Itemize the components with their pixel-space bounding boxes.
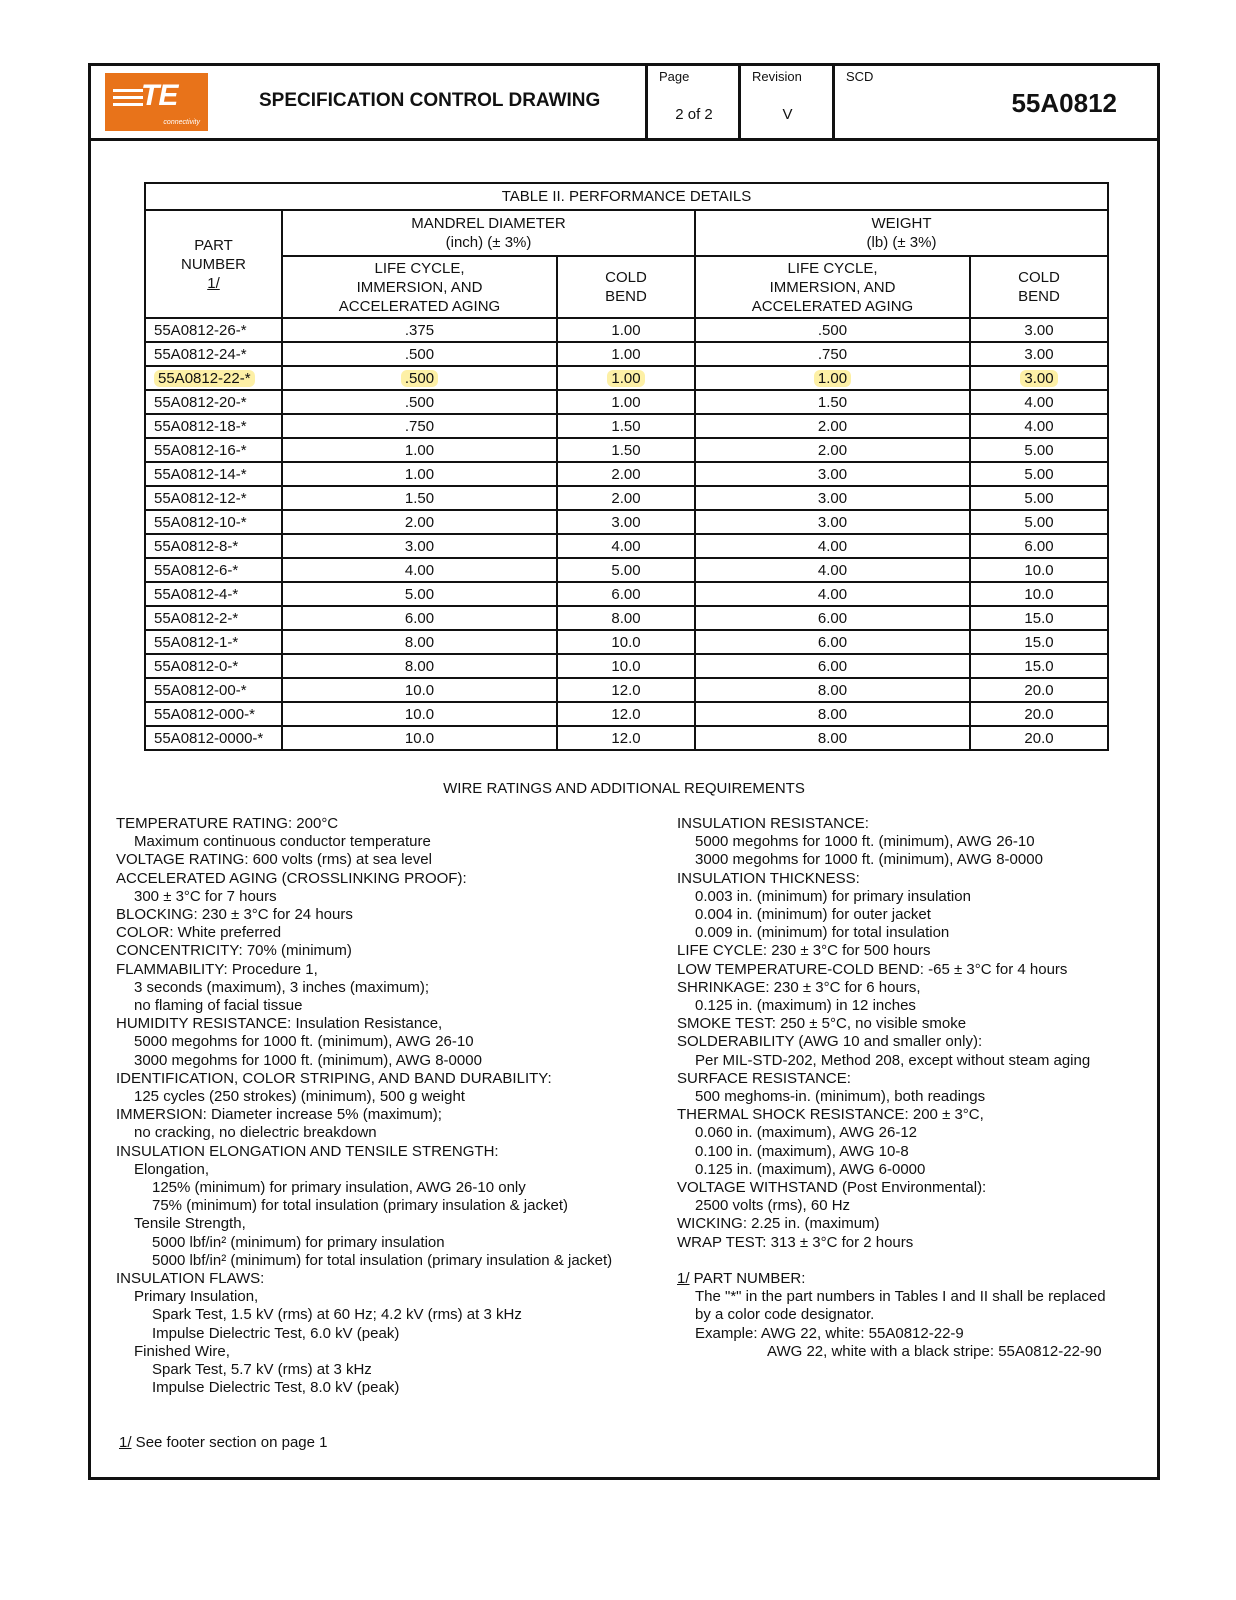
rating-line: Finished Wire, <box>134 1342 230 1360</box>
performance-table <box>144 182 1109 751</box>
rating-line: WICKING: 2.25 in. (maximum) <box>677 1215 880 1233</box>
cell-w-cold: 5.00 <box>970 462 1108 486</box>
table-row <box>145 462 1108 486</box>
cell-w-cold: 10.0 <box>970 558 1108 582</box>
logo-text: TE <box>141 79 178 112</box>
cell-m-cold: 3.00 <box>557 510 695 534</box>
cell-pn: 55A0812-18-* <box>145 414 282 438</box>
te-logo <box>105 73 208 131</box>
weight-life-header: LIFE CYCLE, IMMERSION, AND ACCELERATED AGING <box>695 256 970 318</box>
cell-w-life: .750 <box>695 342 970 366</box>
weight-header: WEIGHT (lb) (± 3%) <box>695 210 1108 256</box>
cell-pn: 55A0812-2-* <box>145 606 282 630</box>
cell-m-life: 8.00 <box>282 654 557 678</box>
scd-cell <box>832 66 1157 138</box>
rating-line: The "*" in the part numbers in Tables I and II shall be replaced <box>695 1288 1106 1306</box>
cell-w-life: 8.00 <box>695 678 970 702</box>
rating-line: FLAMMABILITY: Procedure 1, <box>116 960 318 978</box>
table-row <box>145 630 1108 654</box>
rating-line: 5000 megohms for 1000 ft. (minimum), AWG 26-10 <box>134 1033 474 1051</box>
rating-line: VOLTAGE RATING: 600 volts (rms) at sea level <box>116 851 432 869</box>
cell-pn: 55A0812-24-* <box>145 342 282 366</box>
table-row <box>145 486 1108 510</box>
cell-pn: 55A0812-4-* <box>145 582 282 606</box>
cell-w-life: .500 <box>695 318 970 342</box>
rating-line: 75% (minimum) for total insulation (primary insulation & jacket) <box>152 1197 568 1215</box>
cell-w-life: 4.00 <box>695 582 970 606</box>
rating-line: Elongation, <box>134 1160 210 1178</box>
cell-pn: 55A0812-12-* <box>145 486 282 510</box>
cell-m-cold: 1.00 <box>557 390 695 414</box>
cell-w-life: 2.00 <box>695 438 970 462</box>
revision-value: V <box>782 106 793 123</box>
cell-m-life: 4.00 <box>282 558 557 582</box>
revision-cell <box>738 66 834 138</box>
cell-pn: 55A0812-1-* <box>145 630 282 654</box>
performance-table-body <box>145 318 1108 750</box>
table-row <box>145 726 1108 750</box>
cell-m-life: 2.00 <box>282 510 557 534</box>
cell-w-life: 2.00 <box>695 414 970 438</box>
cell-m-life: 1.00 <box>282 438 557 462</box>
cell-m-life: .500 <box>282 366 557 390</box>
revision-label: Revision <box>752 69 802 84</box>
table-row <box>145 582 1108 606</box>
cell-w-cold: 15.0 <box>970 606 1108 630</box>
cell-pn: 55A0812-00-* <box>145 678 282 702</box>
rating-line: BLOCKING: 230 ± 3°C for 24 hours <box>116 906 353 924</box>
rating-line: 3000 megohms for 1000 ft. (minimum), AWG 8-0000 <box>695 851 1043 869</box>
rating-line: AWG 22, white with a black stripe: 55A0812-22-90 <box>767 1342 1102 1360</box>
logo-stripes-icon <box>113 89 143 110</box>
rating-line: 5000 lbf/in² (minimum) for primary insulation <box>152 1233 445 1251</box>
rating-line: LOW TEMPERATURE-COLD BEND: -65 ± 3°C for 4 hours <box>677 960 1068 978</box>
cell-w-cold: 15.0 <box>970 654 1108 678</box>
rating-line: Per MIL-STD-202, Method 208, except without steam aging <box>695 1051 1091 1069</box>
table-row <box>145 558 1108 582</box>
cell-m-life: 5.00 <box>282 582 557 606</box>
rating-line: by a color code designator. <box>695 1306 875 1324</box>
cell-pn: 55A0812-8-* <box>145 534 282 558</box>
cell-m-cold: 6.00 <box>557 582 695 606</box>
rating-line: HUMIDITY RESISTANCE: Insulation Resistance, <box>116 1015 443 1033</box>
cell-w-life: 6.00 <box>695 606 970 630</box>
page-title: SPECIFICATION CONTROL DRAWING <box>259 90 601 111</box>
table-row <box>145 510 1108 534</box>
rating-line: 500 meghoms-in. (minimum), both readings <box>695 1088 986 1106</box>
cell-m-life: 10.0 <box>282 726 557 750</box>
rating-line: 5000 megohms for 1000 ft. (minimum), AWG 26-10 <box>695 833 1035 851</box>
table-row <box>145 390 1108 414</box>
scd-label: SCD <box>846 69 874 84</box>
cell-w-cold: 4.00 <box>970 390 1108 414</box>
cell-m-cold: 8.00 <box>557 606 695 630</box>
rating-line: 0.004 in. (minimum) for outer jacket <box>695 906 931 924</box>
page-value: 2 of 2 <box>675 106 713 123</box>
cell-m-life: 10.0 <box>282 702 557 726</box>
rating-line: 300 ± 3°C for 7 hours <box>134 887 277 905</box>
rating-line: ACCELERATED AGING (CROSSLINKING PROOF): <box>116 869 467 887</box>
rating-line: INSULATION THICKNESS: <box>677 869 860 887</box>
part-number-header: PART NUMBER 1/ <box>145 210 282 318</box>
rating-line: SOLDERABILITY (AWG 10 and smaller only): <box>677 1033 983 1051</box>
cell-pn: 55A0812-20-* <box>145 390 282 414</box>
ratings-left-column <box>116 815 612 1398</box>
cell-m-cold: 1.00 <box>557 366 695 390</box>
cell-w-life: 4.00 <box>695 534 970 558</box>
mandrel-life-header: LIFE CYCLE, IMMERSION, AND ACCELERATED AGING <box>282 256 557 318</box>
cell-w-cold: 5.00 <box>970 438 1108 462</box>
rating-line: LIFE CYCLE: 230 ± 3°C for 500 hours <box>677 942 931 960</box>
rating-line: Impulse Dielectric Test, 6.0 kV (peak) <box>152 1324 400 1342</box>
rating-line: 2500 volts (rms), 60 Hz <box>695 1197 851 1215</box>
table-row <box>145 654 1108 678</box>
cell-w-cold: 3.00 <box>970 318 1108 342</box>
rating-line: no cracking, no dielectric breakdown <box>134 1124 377 1142</box>
rating-line: SMOKE TEST: 250 ± 5°C, no visible smoke <box>677 1015 967 1033</box>
rating-line: TEMPERATURE RATING: 200°C <box>116 815 339 832</box>
rating-line: 0.125 in. (maximum), AWG 6-0000 <box>695 1160 926 1178</box>
table-row <box>145 318 1108 342</box>
mandrel-cold-header: COLD BEND <box>557 256 695 318</box>
cell-w-cold: 5.00 <box>970 510 1108 534</box>
cell-m-life: 1.00 <box>282 462 557 486</box>
cell-m-life: 8.00 <box>282 630 557 654</box>
rating-line: IMMERSION: Diameter increase 5% (maximum); <box>116 1106 442 1124</box>
rating-line: 0.003 in. (minimum) for primary insulation <box>695 887 971 905</box>
cell-w-life: 3.00 <box>695 486 970 510</box>
table-row <box>145 366 1108 390</box>
cell-m-cold: 12.0 <box>557 726 695 750</box>
cell-m-life: 1.50 <box>282 486 557 510</box>
table-row <box>145 702 1108 726</box>
cell-w-life: 6.00 <box>695 630 970 654</box>
cell-m-life: 3.00 <box>282 534 557 558</box>
table-row <box>145 342 1108 366</box>
scd-number: 55A0812 <box>1011 88 1117 118</box>
cell-w-life: 8.00 <box>695 726 970 750</box>
rating-line <box>677 1252 1106 1270</box>
cell-m-life: .500 <box>282 390 557 414</box>
table-row <box>145 678 1108 702</box>
cell-m-cold: 1.00 <box>557 342 695 366</box>
cell-m-cold: 10.0 <box>557 630 695 654</box>
cell-m-life: .500 <box>282 342 557 366</box>
cell-w-cold: 10.0 <box>970 582 1108 606</box>
ratings-title: WIRE RATINGS AND ADDITIONAL REQUIREMENTS <box>443 780 805 797</box>
rating-line: 3000 megohms for 1000 ft. (minimum), AWG 8-0000 <box>134 1051 482 1069</box>
ratings-right-column <box>677 815 1106 1361</box>
cell-pn: 55A0812-14-* <box>145 462 282 486</box>
cell-m-cold: 1.50 <box>557 438 695 462</box>
rating-line: 0.100 in. (maximum), AWG 10-8 <box>695 1142 909 1160</box>
rating-line: SHRINKAGE: 230 ± 3°C for 6 hours, <box>677 978 921 996</box>
cell-pn: 55A0812-22-* <box>145 366 282 390</box>
cell-w-cold: 4.00 <box>970 414 1108 438</box>
cell-w-life: 8.00 <box>695 702 970 726</box>
rating-line: Example: AWG 22, white: 55A0812-22-9 <box>695 1324 964 1342</box>
rating-line: INSULATION ELONGATION AND TENSILE STRENGTH: <box>116 1142 499 1160</box>
title-block <box>91 66 1157 141</box>
rating-line: Spark Test, 5.7 kV (rms) at 3 kHz <box>152 1361 372 1379</box>
cell-w-life: 1.50 <box>695 390 970 414</box>
rating-line: Impulse Dielectric Test, 8.0 kV (peak) <box>152 1379 400 1397</box>
cell-m-life: .750 <box>282 414 557 438</box>
cell-w-cold: 6.00 <box>970 534 1108 558</box>
cell-m-cold: 2.00 <box>557 486 695 510</box>
cell-w-cold: 3.00 <box>970 342 1108 366</box>
table-caption: TABLE II. PERFORMANCE DETAILS <box>145 183 1108 210</box>
rating-line: SURFACE RESISTANCE: <box>677 1069 851 1087</box>
cell-pn: 55A0812-16-* <box>145 438 282 462</box>
rating-line: 3 seconds (maximum), 3 inches (maximum); <box>134 978 430 996</box>
rating-line: THERMAL SHOCK RESISTANCE: 200 ± 3°C, <box>677 1106 984 1124</box>
cell-m-cold: 5.00 <box>557 558 695 582</box>
cell-m-cold: 1.00 <box>557 318 695 342</box>
cell-m-cold: 12.0 <box>557 678 695 702</box>
cell-m-cold: 10.0 <box>557 654 695 678</box>
rating-line: IDENTIFICATION, COLOR STRIPING, AND BAND DURABILITY: <box>116 1069 552 1087</box>
rating-line: Spark Test, 1.5 kV (rms) at 60 Hz; 4.2 kV (rms) at 3 kHz <box>152 1306 522 1324</box>
cell-m-cold: 2.00 <box>557 462 695 486</box>
cell-w-life: 4.00 <box>695 558 970 582</box>
cell-pn: 55A0812-0-* <box>145 654 282 678</box>
logo-subtext: connectivity <box>163 119 200 126</box>
rating-line: CONCENTRICITY: 70% (minimum) <box>116 942 352 960</box>
page-cell <box>645 66 740 138</box>
cell-w-cold: 15.0 <box>970 630 1108 654</box>
cell-w-life: 1.00 <box>695 366 970 390</box>
cell-m-life: .375 <box>282 318 557 342</box>
footnote: 1/ See footer section on page 1 <box>119 1434 328 1451</box>
rating-line: 1/ PART NUMBER: <box>677 1270 806 1288</box>
rating-line: INSULATION FLAWS: <box>116 1270 265 1288</box>
rating-line: 0.060 in. (maximum), AWG 26-12 <box>695 1124 918 1142</box>
cell-m-cold: 4.00 <box>557 534 695 558</box>
rating-line: COLOR: White preferred <box>116 924 282 942</box>
cell-pn: 55A0812-000-* <box>145 702 282 726</box>
cell-pn: 55A0812-26-* <box>145 318 282 342</box>
cell-w-cold: 5.00 <box>970 486 1108 510</box>
rating-line: no flaming of facial tissue <box>134 997 303 1015</box>
rating-line: Primary Insulation, <box>134 1288 259 1306</box>
cell-w-cold: 20.0 <box>970 702 1108 726</box>
cell-pn: 55A0812-0000-* <box>145 726 282 750</box>
rating-line: 0.125 in. (maximum) in 12 inches <box>695 997 916 1015</box>
table-row <box>145 414 1108 438</box>
cell-w-life: 3.00 <box>695 510 970 534</box>
rating-line: 0.009 in. (minimum) for total insulation <box>695 924 950 942</box>
cell-pn: 55A0812-10-* <box>145 510 282 534</box>
table-row <box>145 438 1108 462</box>
mandrel-header: MANDREL DIAMETER (inch) (± 3%) <box>282 210 695 256</box>
cell-m-life: 6.00 <box>282 606 557 630</box>
rating-line: 125% (minimum) for primary insulation, AWG 26-10 only <box>152 1179 526 1197</box>
rating-line: WRAP TEST: 313 ± 3°C for 2 hours <box>677 1233 914 1251</box>
cell-w-cold: 20.0 <box>970 678 1108 702</box>
drawing-frame <box>88 63 1160 1480</box>
cell-m-life: 10.0 <box>282 678 557 702</box>
rating-line: Maximum continuous conductor temperature <box>134 833 431 851</box>
table-row <box>145 534 1108 558</box>
rating-line: 125 cycles (250 strokes) (minimum), 500 g weight <box>134 1088 465 1106</box>
cell-m-cold: 1.50 <box>557 414 695 438</box>
cell-w-cold: 3.00 <box>970 366 1108 390</box>
rating-line: 5000 lbf/in² (minimum) for total insulation (primary insulation & jacket) <box>152 1251 613 1269</box>
page-label: Page <box>659 69 690 84</box>
rating-line: INSULATION RESISTANCE: <box>677 815 869 832</box>
cell-w-life: 6.00 <box>695 654 970 678</box>
rating-line: Tensile Strength, <box>134 1215 246 1233</box>
rating-line: VOLTAGE WITHSTAND (Post Environmental): <box>677 1179 987 1197</box>
cell-w-cold: 20.0 <box>970 726 1108 750</box>
cell-w-life: 3.00 <box>695 462 970 486</box>
cell-pn: 55A0812-6-* <box>145 558 282 582</box>
cell-m-cold: 12.0 <box>557 702 695 726</box>
table-row <box>145 606 1108 630</box>
weight-cold-header: COLD BEND <box>970 256 1108 318</box>
